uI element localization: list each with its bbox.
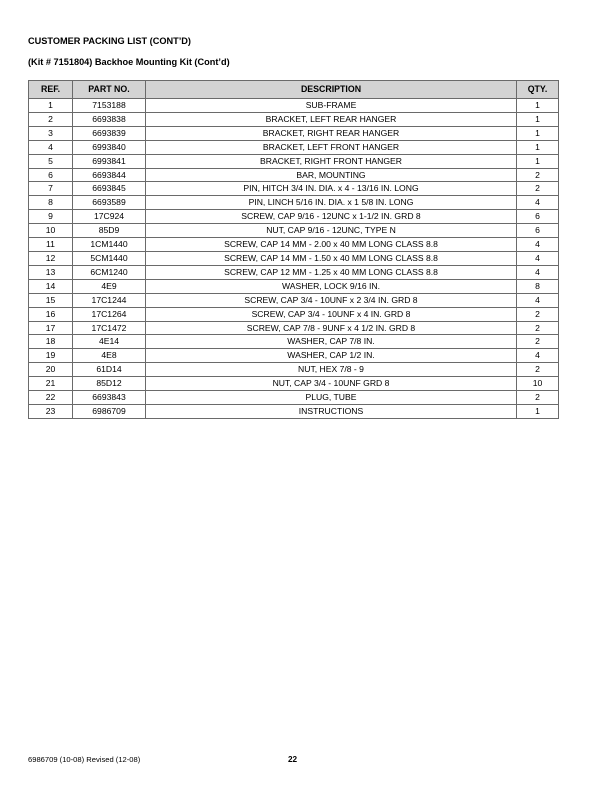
cell-ref: 23 — [29, 404, 73, 418]
footer-doc-id: 6986709 (10-08) Revised (12-08) — [28, 755, 141, 764]
cell-ref: 11 — [29, 238, 73, 252]
cell-description: BRACKET, LEFT FRONT HANGER — [146, 140, 517, 154]
table-row — [29, 238, 559, 252]
table-row — [29, 265, 559, 279]
cell-part-no: 85D12 — [73, 377, 146, 391]
cell-description: PIN, HITCH 3/4 IN. DIA. x 4 - 13/16 IN. LONG — [146, 182, 517, 196]
cell-qty: 2 — [517, 391, 559, 405]
packing-list-table — [28, 80, 559, 419]
table-row — [29, 126, 559, 140]
table-row — [29, 349, 559, 363]
cell-part-no: 61D14 — [73, 363, 146, 377]
cell-qty: 4 — [517, 251, 559, 265]
cell-description: SCREW, CAP 14 MM - 2.00 x 40 MM LONG CLASS 8.8 — [146, 238, 517, 252]
cell-qty: 4 — [517, 196, 559, 210]
cell-ref: 7 — [29, 182, 73, 196]
cell-qty: 2 — [517, 168, 559, 182]
cell-part-no: 5CM1440 — [73, 251, 146, 265]
cell-qty: 6 — [517, 224, 559, 238]
cell-description: BRACKET, RIGHT REAR HANGER — [146, 126, 517, 140]
cell-qty: 4 — [517, 238, 559, 252]
cell-qty: 2 — [517, 335, 559, 349]
cell-qty: 1 — [517, 154, 559, 168]
cell-qty: 8 — [517, 279, 559, 293]
table-row — [29, 335, 559, 349]
table-header-row — [29, 81, 559, 99]
cell-qty: 1 — [517, 126, 559, 140]
page-number: 22 — [288, 755, 298, 764]
table-row — [29, 154, 559, 168]
cell-description: WASHER, CAP 7/8 IN. — [146, 335, 517, 349]
cell-part-no: 1CM1440 — [73, 238, 146, 252]
cell-ref: 6 — [29, 168, 73, 182]
table-row — [29, 307, 559, 321]
cell-ref: 20 — [29, 363, 73, 377]
cell-qty: 2 — [517, 321, 559, 335]
cell-qty: 2 — [517, 363, 559, 377]
cell-ref: 5 — [29, 154, 73, 168]
cell-description: SCREW, CAP 3/4 - 10UNF x 2 3/4 IN. GRD 8 — [146, 293, 517, 307]
cell-ref: 17 — [29, 321, 73, 335]
cell-ref: 18 — [29, 335, 73, 349]
cell-ref: 19 — [29, 349, 73, 363]
cell-qty: 1 — [517, 140, 559, 154]
cell-description: BAR, MOUNTING — [146, 168, 517, 182]
cell-part-no: 6993840 — [73, 140, 146, 154]
cell-part-no: 17C1264 — [73, 307, 146, 321]
cell-ref: 14 — [29, 279, 73, 293]
cell-part-no: 6986709 — [73, 404, 146, 418]
cell-part-no: 6693838 — [73, 112, 146, 126]
table-row — [29, 391, 559, 405]
cell-part-no: 6693844 — [73, 168, 146, 182]
cell-description: SCREW, CAP 9/16 - 12UNC x 1-1/2 IN. GRD 8 — [146, 210, 517, 224]
cell-qty: 4 — [517, 265, 559, 279]
column-header-part-no: PART NO. — [73, 81, 146, 99]
cell-description: WASHER, CAP 1/2 IN. — [146, 349, 517, 363]
cell-ref: 9 — [29, 210, 73, 224]
cell-part-no: 17C1244 — [73, 293, 146, 307]
cell-qty: 4 — [517, 293, 559, 307]
cell-part-no: 6693839 — [73, 126, 146, 140]
cell-ref: 12 — [29, 251, 73, 265]
cell-description: NUT, HEX 7/8 - 9 — [146, 363, 517, 377]
cell-part-no: 4E8 — [73, 349, 146, 363]
cell-description: SCREW, CAP 14 MM - 1.50 x 40 MM LONG CLASS 8.8 — [146, 251, 517, 265]
cell-description: INSTRUCTIONS — [146, 404, 517, 418]
table-row — [29, 112, 559, 126]
cell-part-no: 4E9 — [73, 279, 146, 293]
cell-part-no: 17C1472 — [73, 321, 146, 335]
table-row — [29, 363, 559, 377]
cell-description: SCREW, CAP 3/4 - 10UNF x 4 IN. GRD 8 — [146, 307, 517, 321]
cell-description: BRACKET, RIGHT FRONT HANGER — [146, 154, 517, 168]
table-row — [29, 404, 559, 418]
column-header-qty: QTY. — [517, 81, 559, 99]
table-row — [29, 210, 559, 224]
table-row — [29, 182, 559, 196]
page-title: CUSTOMER PACKING LIST (CONT’D) — [28, 36, 191, 46]
table-row — [29, 293, 559, 307]
cell-ref: 16 — [29, 307, 73, 321]
cell-qty: 6 — [517, 210, 559, 224]
cell-description: SCREW, CAP 7/8 - 9UNF x 4 1/2 IN. GRD 8 — [146, 321, 517, 335]
cell-qty: 10 — [517, 377, 559, 391]
cell-ref: 21 — [29, 377, 73, 391]
table-row — [29, 140, 559, 154]
table-row — [29, 168, 559, 182]
cell-qty: 2 — [517, 182, 559, 196]
cell-description: NUT, CAP 3/4 - 10UNF GRD 8 — [146, 377, 517, 391]
cell-description: WASHER, LOCK 9/16 IN. — [146, 279, 517, 293]
cell-part-no: 6993841 — [73, 154, 146, 168]
cell-qty: 1 — [517, 99, 559, 113]
cell-qty: 2 — [517, 307, 559, 321]
cell-description: PIN, LINCH 5/16 IN. DIA. x 1 5/8 IN. LONG — [146, 196, 517, 210]
table-row — [29, 99, 559, 113]
column-header-ref: REF. — [29, 81, 73, 99]
cell-part-no: 6693845 — [73, 182, 146, 196]
cell-part-no: 6CM1240 — [73, 265, 146, 279]
cell-part-no: 85D9 — [73, 224, 146, 238]
cell-ref: 8 — [29, 196, 73, 210]
cell-ref: 22 — [29, 391, 73, 405]
table-row — [29, 224, 559, 238]
cell-ref: 2 — [29, 112, 73, 126]
cell-qty: 1 — [517, 404, 559, 418]
cell-description: PLUG, TUBE — [146, 391, 517, 405]
table-body — [29, 99, 559, 419]
table-row — [29, 377, 559, 391]
cell-qty: 1 — [517, 112, 559, 126]
cell-ref: 13 — [29, 265, 73, 279]
cell-ref: 15 — [29, 293, 73, 307]
cell-ref: 3 — [29, 126, 73, 140]
cell-description: SUB-FRAME — [146, 99, 517, 113]
cell-ref: 10 — [29, 224, 73, 238]
cell-qty: 4 — [517, 349, 559, 363]
cell-description: SCREW, CAP 12 MM - 1.25 x 40 MM LONG CLASS 8.8 — [146, 265, 517, 279]
cell-part-no: 6693843 — [73, 391, 146, 405]
table-row — [29, 279, 559, 293]
kit-subtitle: (Kit # 7151804) Backhoe Mounting Kit (Cont’d) — [28, 57, 230, 67]
table-row — [29, 196, 559, 210]
cell-part-no: 4E14 — [73, 335, 146, 349]
table-row — [29, 321, 559, 335]
cell-part-no: 17C924 — [73, 210, 146, 224]
cell-ref: 1 — [29, 99, 73, 113]
cell-ref: 4 — [29, 140, 73, 154]
cell-description: BRACKET, LEFT REAR HANGER — [146, 112, 517, 126]
cell-part-no: 6693589 — [73, 196, 146, 210]
table-row — [29, 251, 559, 265]
cell-description: NUT, CAP 9/16 - 12UNC, TYPE N — [146, 224, 517, 238]
cell-part-no: 7153188 — [73, 99, 146, 113]
column-header-description: DESCRIPTION — [146, 81, 517, 99]
